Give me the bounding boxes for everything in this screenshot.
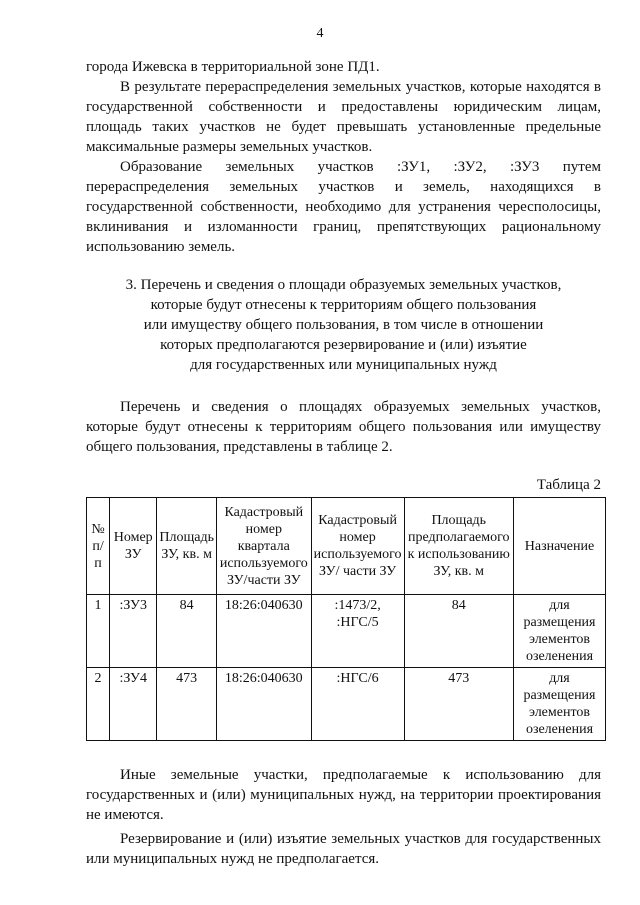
section-heading-line: которые будут отнесены к территориям общего пользования (150, 297, 537, 313)
table-row (87, 595, 606, 668)
table-header-cell: № п/п (87, 498, 110, 595)
table-header-cell: Номер ЗУ (110, 498, 157, 595)
table-cell: :1473/2, :НГС/5 (311, 595, 404, 668)
table-header-cell: Кадастровый номер используемого ЗУ/ части ЗУ (311, 498, 404, 595)
table-cell: 84 (157, 595, 217, 668)
paragraph: Иные земельные участки, предполагаемые к использованию для государственных и (или) муниципальных нужд, на территории проектирования не имеются. (86, 767, 601, 823)
table-cell: 1 (87, 595, 110, 668)
table-cell: 18:26:040630 (216, 595, 311, 668)
table-cell: :НГС/6 (311, 668, 404, 741)
page-number: 4 (316, 26, 324, 41)
section-heading-line: или имуществу общего пользования, в том числе в отношении (143, 317, 544, 333)
table-header-cell: Кадастровый номер квартала используемого ЗУ/части ЗУ (216, 498, 311, 595)
table-cell: для размещения элементов озеленения (513, 595, 605, 668)
table-cell: 473 (404, 668, 513, 741)
section-heading (86, 275, 601, 375)
section-intro: Перечень и сведения о площадях образуемых земельных участков, которые будут отнесены к территориям общего пользования или имуществу общего пользования, представлены в таблице 2. (86, 399, 601, 455)
table-cell: :ЗУ4 (110, 668, 157, 741)
paragraph: В результате перераспределения земельных участков, которые находятся в государственной собственности и предоставлены юридическим лицам, площадь таких участков не будет превышать установленные предельные максимальные размеры земельных участков. (86, 79, 601, 155)
table-header-cell: Площадь предполагаемого к использованию ЗУ, кв. м (404, 498, 513, 595)
table-cell: для размещения элементов озеленения (513, 668, 605, 741)
table-header-cell: Площадь ЗУ, кв. м (157, 498, 217, 595)
table-cell: :ЗУ3 (110, 595, 157, 668)
land-plots-table (86, 497, 606, 741)
table-cell: 18:26:040630 (216, 668, 311, 741)
table-cell: 473 (157, 668, 217, 741)
table-header-row (87, 498, 606, 595)
paragraph: города Ижевска в территориальной зоне ПД1. (86, 59, 380, 75)
closing-paragraphs (86, 765, 601, 869)
table-row (87, 668, 606, 741)
table-caption: Таблица 2 (536, 477, 601, 493)
table-cell: 2 (87, 668, 110, 741)
table-header-cell: Назначение (513, 498, 605, 595)
section-heading-line: для государственных или муниципальных нужд (190, 357, 497, 373)
paragraph: Образование земельных участков :ЗУ1, :ЗУ2, :ЗУ3 путем перераспределения земельных участков и земель, находящихся в государственной собственности, необходимо для устранения чересполосицы, вклинивания и изломанности границ, препятствующих рациональному использованию земель. (86, 159, 601, 255)
table-cell: 84 (404, 595, 513, 668)
paragraph: Резервирование и (или) изъятие земельных участков для государственных или муниципальных нужд не предполагается. (86, 831, 601, 867)
section-heading-line: которых предполагаются резервирование и (или) изъятие (160, 337, 527, 353)
document-body (86, 57, 601, 869)
section-heading-line: 3. Перечень и сведения о площади образуемых земельных участков, (125, 277, 562, 293)
